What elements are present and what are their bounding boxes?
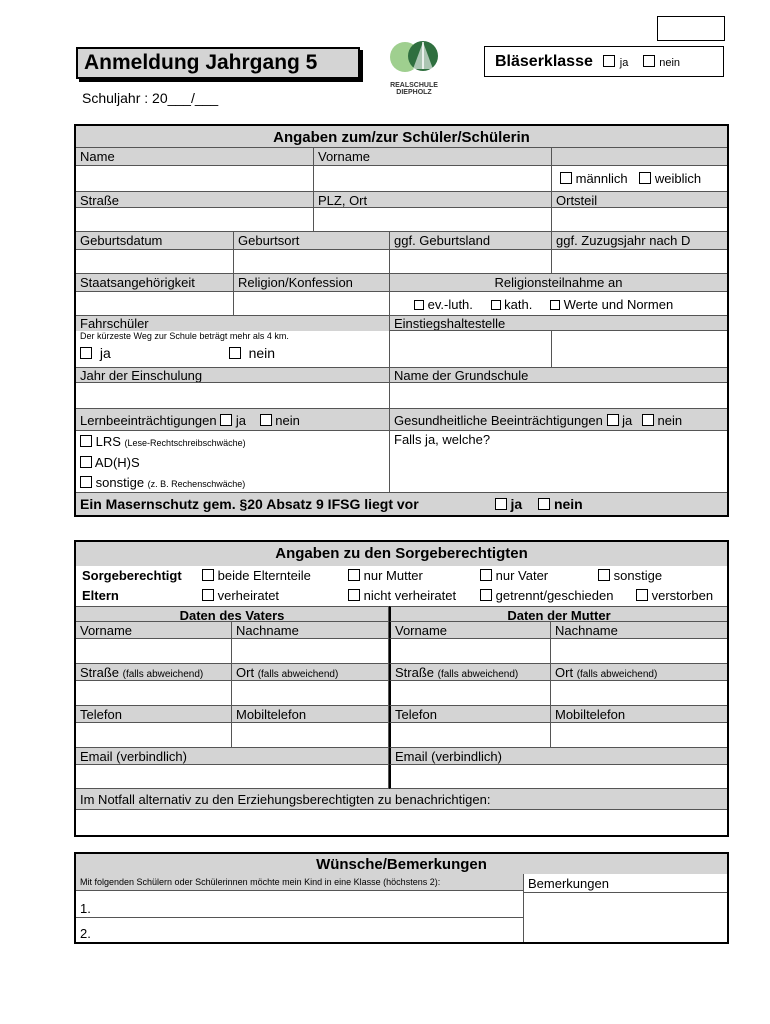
mutter-vorname-label: Vorname [389, 622, 551, 639]
vater-vorname-label: Vorname [76, 622, 232, 639]
mutter-email-input[interactable] [389, 765, 727, 789]
label-strasse: Straße [76, 192, 314, 208]
mutter-email-label: Email (verbindlich) [389, 748, 727, 765]
nicht-verh-checkbox[interactable] [348, 589, 360, 601]
guardians-title: Angaben zu den Sorgeberechtigten [275, 545, 528, 562]
kath-label: kath. [504, 297, 533, 312]
input-strasse[interactable] [76, 208, 314, 232]
eltern-label: Eltern [82, 588, 119, 603]
input-plz-ort[interactable] [314, 208, 552, 232]
vater-vorname-input[interactable] [76, 639, 232, 664]
input-religion[interactable] [234, 292, 390, 316]
label-einstieg: Einstiegshaltestelle [390, 316, 727, 331]
student-title: Angaben zum/zur Schüler/Schülerin [273, 129, 530, 146]
label-zuzugsjahr: ggf. Zuzugsjahr nach D [552, 232, 727, 250]
input-ortsteil[interactable] [552, 208, 727, 232]
masern-row [76, 493, 727, 515]
sorge-label: Sorgeberechtigt [82, 568, 182, 583]
vater-nachname-input[interactable] [232, 639, 389, 664]
weiblich-checkbox[interactable] [639, 172, 651, 184]
label-grundschule: Name der Grundschule [390, 368, 727, 383]
label-geburtsland: ggf. Geburtsland [390, 232, 552, 250]
mutter-nachname-label: Nachname [551, 622, 727, 639]
verstorben-checkbox[interactable] [636, 589, 648, 601]
werte-normen-checkbox[interactable] [550, 300, 560, 310]
lern-nein-label: nein [275, 413, 300, 428]
gender-choice [552, 166, 727, 192]
fahr-ja-label: ja [99, 345, 111, 361]
input-grundschule[interactable] [390, 383, 727, 409]
mutter-strasse-label: Straße (falls abweichend) [389, 664, 551, 681]
blaeser-nein-label: nein [659, 57, 681, 69]
label-einschulung: Jahr der Einschulung [76, 368, 390, 383]
wish-row-1[interactable]: 1. [76, 891, 524, 918]
lrs-checkbox[interactable] [80, 435, 92, 447]
blaeser-ja-checkbox[interactable] [603, 55, 615, 67]
ev-luth-checkbox[interactable] [414, 300, 424, 310]
guardians-section [74, 540, 729, 837]
vater-ort-input[interactable] [232, 681, 389, 706]
vater-label: nur Vater [495, 568, 549, 583]
label-vorname: Vorname [314, 148, 552, 166]
input-vorname[interactable] [314, 166, 552, 192]
masern-ja-checkbox[interactable] [495, 498, 507, 510]
lrs-label: LRS [95, 434, 121, 449]
input-einschulung[interactable] [76, 383, 390, 409]
daten-mutter-header: Daten der Mutter [389, 606, 727, 622]
beide-checkbox[interactable] [202, 569, 214, 581]
gesundheit-label: Gesundheitliche Beeinträchtigungen [394, 413, 603, 428]
vater-email-input[interactable] [76, 765, 389, 789]
vater-nachname-label: Nachname [232, 622, 389, 639]
label-geburtsdatum: Geburtsdatum [76, 232, 234, 250]
wishes-hint: Mit folgenden Schülern oder Schülerinnen möchte mein Kind in eine Klasse (höchstens 2): [76, 874, 524, 891]
beide-label: beide Elternteile [217, 568, 311, 583]
label-fahrschueler: Fahrschüler [76, 316, 390, 331]
sorge-row [76, 566, 727, 586]
ges-nein-label: nein [657, 413, 683, 428]
fahr-hint: Der kürzeste Weg zur Schule beträgt mehr als 4 km. [80, 331, 289, 341]
lernbeeintr-row [76, 409, 390, 431]
fahr-nein-checkbox[interactable] [229, 347, 241, 359]
notfall-input[interactable] [76, 810, 727, 835]
school-logo [383, 37, 445, 96]
masern-label: Ein Masernschutz gem. §20 Absatz 9 IFSG liegt vor [80, 496, 419, 512]
label-staatsangehoerigkeit: Staatsangehörigkeit [76, 274, 234, 292]
masern-nein-label: nein [553, 496, 583, 512]
logo-text-2: DIEPHOLZ [396, 89, 432, 96]
masern-ja-label: ja [510, 496, 523, 512]
notfall-label: Im Notfall alternativ zu den Erziehungsberechtigten zu benachrichtigen: [76, 789, 727, 810]
vater-telefon-input[interactable] [76, 723, 232, 748]
lern-nein-checkbox[interactable] [260, 414, 272, 426]
input-einstieg[interactable] [390, 331, 552, 368]
mutter-label: nur Mutter [363, 568, 423, 583]
mutter-ort-label: Ort (falls abweichend) [551, 664, 727, 681]
mutter-vorname-input[interactable] [389, 639, 551, 664]
ev-luth-label: ev.-luth. [427, 297, 473, 312]
vater-mobil-label: Mobiltelefon [232, 706, 389, 723]
ges-ja-checkbox[interactable] [607, 414, 619, 426]
vater-email-label: Email (verbindlich) [76, 748, 389, 765]
mutter-nachname-input[interactable] [551, 639, 727, 664]
input-einstieg-2[interactable] [552, 331, 727, 368]
kath-checkbox[interactable] [491, 300, 501, 310]
werte-normen-label: Werte und Normen [563, 297, 674, 312]
mutter-telefon-label: Telefon [389, 706, 551, 723]
school-year: Schuljahr : 20___/___ [82, 90, 219, 106]
fahrschueler-choice [76, 331, 390, 368]
office-use-box [657, 16, 725, 41]
lern-ja-checkbox[interactable] [220, 414, 232, 426]
input-name[interactable] [76, 166, 314, 192]
mutter-checkbox[interactable] [348, 569, 360, 581]
label-religionsteilnahme: Religionsteilnahme an [390, 274, 727, 292]
label-plz-ort: PLZ, Ort [314, 192, 552, 208]
sonstige-lern-checkbox[interactable] [80, 476, 92, 488]
blaeser-nein-checkbox[interactable] [643, 55, 655, 67]
fahr-nein-label: nein [248, 345, 276, 361]
input-staatsangehoerigkeit[interactable] [76, 292, 234, 316]
input-geburtsland[interactable] [390, 250, 552, 274]
mutter-telefon-input[interactable] [389, 723, 551, 748]
page-title: Anmeldung Jahrgang 5 [76, 47, 360, 79]
mutter-strasse-input[interactable] [389, 681, 551, 706]
verstorben-label: verstorben [651, 588, 714, 603]
vater-telefon-label: Telefon [76, 706, 232, 723]
maennlich-checkbox[interactable] [560, 172, 572, 184]
input-zuzugsjahr[interactable] [552, 250, 727, 274]
lern-ja-label: ja [235, 413, 246, 428]
mutter-mobil-label: Mobiltelefon [551, 706, 727, 723]
label-geburtsort: Geburtsort [234, 232, 390, 250]
input-geburtsdatum[interactable] [76, 250, 234, 274]
lernbeeintr-label: Lernbeeinträchtigungen [80, 413, 217, 428]
adhs-label: AD(H)S [94, 455, 140, 470]
blaeser-box [484, 46, 724, 77]
falls-ja-label: Falls ja, welche? [394, 432, 491, 447]
wishes-section [74, 852, 729, 944]
fahr-ja-checkbox[interactable] [80, 347, 92, 359]
wishes-title: Wünsche/Bemerkungen [316, 856, 487, 873]
lrs-hint: (Lese-Rechtschreibschwäche) [124, 438, 246, 448]
label-ortsteil: Ortsteil [552, 192, 727, 208]
vater-strasse-input[interactable] [76, 681, 232, 706]
vater-ort-label: Ort (falls abweichend) [232, 664, 389, 681]
masern-nein-checkbox[interactable] [538, 498, 550, 510]
bemerkungen-label: Bemerkungen [528, 876, 609, 891]
sonstige-hint: (z. B. Rechenschwäche) [147, 479, 246, 489]
label-name: Name [76, 148, 314, 166]
blaeser-ja-label: ja [619, 57, 629, 69]
vater-checkbox[interactable] [480, 569, 492, 581]
ges-nein-checkbox[interactable] [642, 414, 654, 426]
wish-row-2[interactable]: 2. [76, 918, 524, 942]
religionsteilnahme-choice [390, 292, 727, 316]
logo-text-1: REALSCHULE [390, 82, 438, 89]
daten-vater-header: Daten des Vaters [76, 606, 389, 622]
getrennt-label: getrennt/geschieden [495, 588, 614, 603]
maennlich-label: männlich [575, 171, 628, 186]
student-section [74, 124, 729, 517]
blaeser-label: Bläserklasse [495, 53, 593, 70]
verheiratet-label: verheiratet [217, 588, 280, 603]
vater-mobil-input[interactable] [232, 723, 389, 748]
verheiratet-checkbox[interactable] [202, 589, 214, 601]
sonstige-sorge-checkbox[interactable] [598, 569, 610, 581]
ges-ja-label: ja [622, 413, 633, 428]
getrennt-checkbox[interactable] [480, 589, 492, 601]
sonstige-sorge-label: sonstige [613, 568, 663, 583]
input-geburtsort[interactable] [234, 250, 390, 274]
lern-options [76, 431, 390, 493]
eltern-row [76, 586, 727, 606]
adhs-checkbox[interactable] [80, 456, 92, 468]
weiblich-label: weiblich [654, 171, 702, 186]
sonstige-lern-label: sonstige [95, 475, 145, 490]
mutter-mobil-input[interactable] [551, 723, 727, 748]
vater-strasse-label: Straße (falls abweichend) [76, 664, 232, 681]
label-religion: Religion/Konfession [234, 274, 390, 292]
mutter-ort-input[interactable] [551, 681, 727, 706]
bemerkungen-input[interactable] [524, 892, 727, 942]
gesundheit-details[interactable] [390, 431, 727, 493]
nicht-verh-label: nicht verheiratet [363, 588, 457, 603]
gesundheit-row [390, 409, 727, 431]
